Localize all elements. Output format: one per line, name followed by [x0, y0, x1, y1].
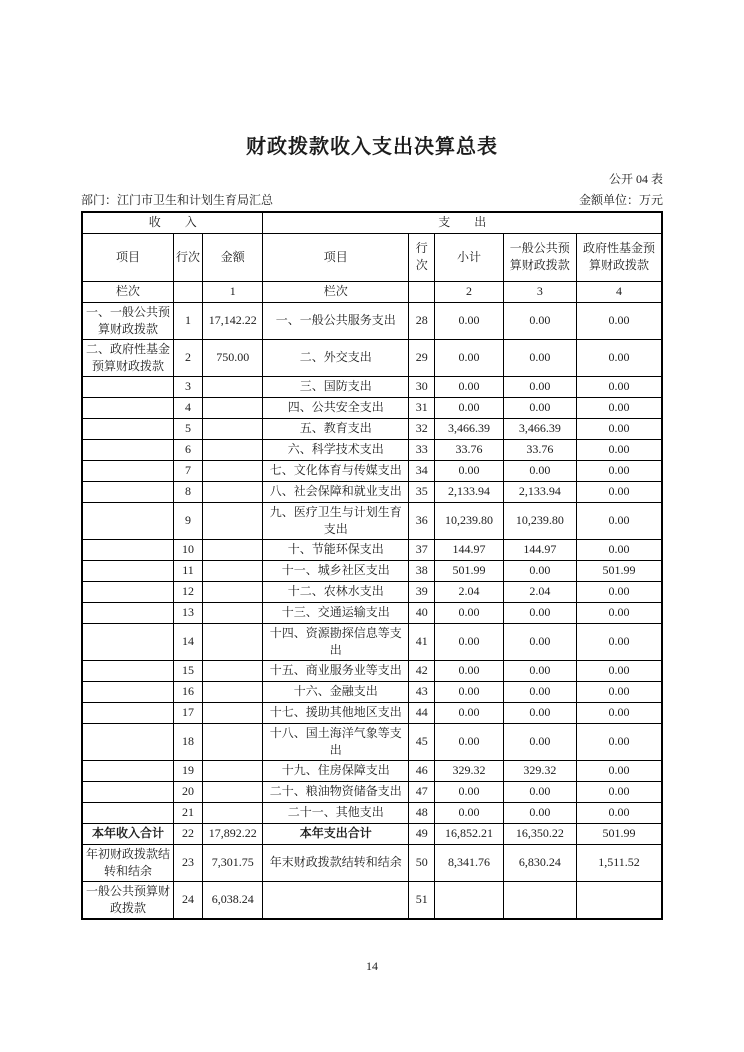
- table-cell: 34: [409, 460, 435, 481]
- table-cell: 0.00: [503, 339, 576, 376]
- table-cell: 31: [409, 397, 435, 418]
- table-cell: [82, 802, 173, 823]
- table-cell: 39: [409, 581, 435, 602]
- table-cell: 0.00: [435, 602, 503, 623]
- table-cell: 2,133.94: [435, 481, 503, 502]
- table-cell: 17,892.22: [203, 823, 263, 844]
- table-cell: 五、教育支出: [263, 418, 409, 439]
- table-cell: 0.00: [577, 376, 663, 397]
- table-cell: 21: [173, 802, 202, 823]
- table-cell: 8,341.76: [435, 844, 503, 881]
- table-cell: 0.00: [503, 802, 576, 823]
- table-cell: 0.00: [503, 397, 576, 418]
- table-cell: 50: [409, 844, 435, 881]
- table-cell: 本年支出合计: [263, 823, 409, 844]
- table-cell: 0.00: [435, 397, 503, 418]
- table-cell: 17,142.22: [203, 302, 263, 339]
- expenditure-group-header: 支 出: [263, 212, 662, 233]
- table-cell: 0.00: [503, 602, 576, 623]
- table-cell: 10: [173, 539, 202, 560]
- table-row: [82, 723, 662, 760]
- table-cell: 二十、粮油物资储备支出: [263, 781, 409, 802]
- table-cell: 33: [409, 439, 435, 460]
- table-cell: 30: [409, 376, 435, 397]
- table-cell: 0.00: [435, 660, 503, 681]
- column-header-general-budget: 一般公共预算财政拨款: [503, 233, 576, 281]
- table-cell: [82, 623, 173, 660]
- table-cell: 0.00: [577, 302, 663, 339]
- table-cell: 18: [173, 723, 202, 760]
- table-cell: [82, 660, 173, 681]
- column-header-income-line-no: 行次: [173, 233, 202, 281]
- table-cell: 0.00: [577, 623, 663, 660]
- table-cell: 0.00: [503, 702, 576, 723]
- table-cell: 37: [409, 539, 435, 560]
- table-row: [82, 539, 662, 560]
- table-cell: 7: [173, 460, 202, 481]
- table-cell: [203, 481, 263, 502]
- table-cell: 0.00: [435, 339, 503, 376]
- table-cell: 一、一般公共预算财政拨款: [82, 302, 173, 339]
- table-cell: 十三、交通运输支出: [263, 602, 409, 623]
- table-cell: 3: [173, 376, 202, 397]
- table-cell: 0.00: [577, 581, 663, 602]
- table-cell: [203, 502, 263, 539]
- table-cell: [82, 539, 173, 560]
- table-row: [82, 660, 662, 681]
- table-cell: 46: [409, 760, 435, 781]
- table-cell: 13: [173, 602, 202, 623]
- table-cell: [82, 481, 173, 502]
- table-cell: [173, 281, 202, 302]
- table-cell: 九、医疗卫生与计划生育支出: [263, 502, 409, 539]
- table-cell: 20: [173, 781, 202, 802]
- unit-label: 金额单位：万元: [578, 193, 663, 207]
- table-cell: 十七、援助其他地区支出: [263, 702, 409, 723]
- table-cell: [82, 781, 173, 802]
- table-cell: 七、文化体育与传媒支出: [263, 460, 409, 481]
- table-cell: [203, 702, 263, 723]
- table-cell: 4: [577, 281, 663, 302]
- column-header-income-item: 项目: [82, 233, 173, 281]
- table-cell: 19: [173, 760, 202, 781]
- table-cell: [203, 418, 263, 439]
- table-cell: 0.00: [577, 539, 663, 560]
- table-cell: 十一、城乡社区支出: [263, 560, 409, 581]
- table-cell: 16,852.21: [435, 823, 503, 844]
- table-cell: 二十一、其他支出: [263, 802, 409, 823]
- table-cell: [82, 602, 173, 623]
- table-cell: [203, 802, 263, 823]
- table-cell: 24: [173, 881, 202, 919]
- column-header-row: [82, 233, 662, 281]
- table-cell: [203, 660, 263, 681]
- table-cell: [82, 702, 173, 723]
- table-cell: 1: [173, 302, 202, 339]
- table-cell: 十八、国土海洋气象等支出: [263, 723, 409, 760]
- table-cell: 0.00: [435, 702, 503, 723]
- table-cell: 六、科学技术支出: [263, 439, 409, 460]
- table-cell: 0.00: [577, 802, 663, 823]
- table-row: [82, 781, 662, 802]
- table-cell: 0.00: [577, 660, 663, 681]
- table-cell: 6,038.24: [203, 881, 263, 919]
- table-cell: 41: [409, 623, 435, 660]
- table-cell: 0.00: [435, 802, 503, 823]
- table-cell: [263, 881, 409, 919]
- table-cell: 年初财政拨款结转和结余: [82, 844, 173, 881]
- table-row: [82, 760, 662, 781]
- table-cell: 十九、住房保障支出: [263, 760, 409, 781]
- table-cell: 十六、金融支出: [263, 681, 409, 702]
- table-cell: 1: [203, 281, 263, 302]
- table-cell: 45: [409, 723, 435, 760]
- table-cell: 0.00: [503, 723, 576, 760]
- table-cell: [203, 760, 263, 781]
- table-row: [82, 481, 662, 502]
- table-row: [82, 281, 662, 302]
- table-cell: 0.00: [435, 781, 503, 802]
- table-cell: [82, 460, 173, 481]
- table-row: [82, 602, 662, 623]
- column-header-expense-item: 项目: [263, 233, 409, 281]
- table-cell: 33.76: [503, 439, 576, 460]
- table-cell: 33.76: [435, 439, 503, 460]
- table-cell: 44: [409, 702, 435, 723]
- table-cell: [82, 397, 173, 418]
- table-cell: 6: [173, 439, 202, 460]
- table-cell: 十、节能环保支出: [263, 539, 409, 560]
- table-cell: [82, 418, 173, 439]
- table-cell: 329.32: [503, 760, 576, 781]
- table-cell: [203, 376, 263, 397]
- table-cell: 16,350.22: [503, 823, 576, 844]
- table-cell: [82, 502, 173, 539]
- table-row: [82, 802, 662, 823]
- table-cell: [82, 560, 173, 581]
- table-cell: [409, 281, 435, 302]
- table-cell: 12: [173, 581, 202, 602]
- table-row: [82, 623, 662, 660]
- table-cell: 0.00: [577, 439, 663, 460]
- table-cell: [203, 581, 263, 602]
- table-cell: 3: [503, 281, 576, 302]
- table-cell: 10,239.80: [503, 502, 576, 539]
- table-cell: [203, 539, 263, 560]
- table-cell: 501.99: [435, 560, 503, 581]
- table-cell: [82, 376, 173, 397]
- table-cell: 0.00: [577, 781, 663, 802]
- table-cell: 0.00: [577, 397, 663, 418]
- table-cell: 十五、商业服务业等支出: [263, 660, 409, 681]
- table-cell: [82, 581, 173, 602]
- table-cell: 0.00: [503, 681, 576, 702]
- table-cell: 14: [173, 623, 202, 660]
- financial-table: [81, 211, 663, 920]
- table-cell: 栏次: [263, 281, 409, 302]
- table-cell: 8: [173, 481, 202, 502]
- table-cell: 0.00: [577, 681, 663, 702]
- table-body: [82, 281, 662, 919]
- table-cell: 0.00: [435, 723, 503, 760]
- table-cell: [82, 723, 173, 760]
- table-cell: 6,830.24: [503, 844, 576, 881]
- page-title: 财政拨款收入支出决算总表: [246, 136, 498, 158]
- table-cell: 0.00: [577, 502, 663, 539]
- table-cell: 9: [173, 502, 202, 539]
- table-cell: 0.00: [435, 681, 503, 702]
- meta-row: [81, 192, 663, 208]
- table-cell: 42: [409, 660, 435, 681]
- table-cell: 0.00: [577, 602, 663, 623]
- table-cell: 三、国防支出: [263, 376, 409, 397]
- page-number: 14: [366, 959, 378, 973]
- income-group-header: 收 入: [82, 212, 263, 233]
- table-cell: [577, 881, 663, 919]
- table-row: [82, 439, 662, 460]
- table-cell: 38: [409, 560, 435, 581]
- table-cell: 0.00: [435, 460, 503, 481]
- table-cell: 二、政府性基金预算财政拨款: [82, 339, 173, 376]
- table-cell: 0.00: [503, 302, 576, 339]
- table-cell: 16: [173, 681, 202, 702]
- table-row: [82, 502, 662, 539]
- table-row: [82, 881, 662, 919]
- table-row: [82, 844, 662, 881]
- table-cell: 栏次: [82, 281, 173, 302]
- table-cell: 2,133.94: [503, 481, 576, 502]
- table-code-label: 公开 04 表: [608, 172, 663, 186]
- table-cell: 0.00: [577, 418, 663, 439]
- table-cell: 10,239.80: [435, 502, 503, 539]
- table-cell: 0.00: [577, 723, 663, 760]
- table-cell: 35: [409, 481, 435, 502]
- table-cell: 2.04: [503, 581, 576, 602]
- table-cell: 0.00: [503, 560, 576, 581]
- table-cell: 11: [173, 560, 202, 581]
- table-cell: 43: [409, 681, 435, 702]
- table-cell: 0.00: [577, 339, 663, 376]
- department-label: 部门：江门市卫生和计划生育局汇总: [81, 193, 274, 207]
- table-cell: 750.00: [203, 339, 263, 376]
- table-cell: 四、公共安全支出: [263, 397, 409, 418]
- table-cell: 0.00: [503, 781, 576, 802]
- table-cell: 5: [173, 418, 202, 439]
- table-row: [82, 681, 662, 702]
- table-row: [82, 302, 662, 339]
- table-cell: 144.97: [503, 539, 576, 560]
- table-row: [82, 823, 662, 844]
- table-cell: 0.00: [577, 702, 663, 723]
- document-content: [81, 0, 663, 920]
- table-cell: 0.00: [503, 660, 576, 681]
- table-cell: 0.00: [435, 376, 503, 397]
- table-row: [82, 418, 662, 439]
- table-cell: 40: [409, 602, 435, 623]
- table-cell: 十四、资源勘探信息等支出: [263, 623, 409, 660]
- table-cell: 7,301.75: [203, 844, 263, 881]
- table-cell: [203, 723, 263, 760]
- table-cell: 4: [173, 397, 202, 418]
- table-cell: 48: [409, 802, 435, 823]
- table-row: [82, 376, 662, 397]
- table-cell: 年末财政拨款结转和结余: [263, 844, 409, 881]
- table-cell: [203, 460, 263, 481]
- table-cell: 1,511.52: [577, 844, 663, 881]
- table-cell: [203, 602, 263, 623]
- table-cell: 2: [173, 339, 202, 376]
- group-header-row: [82, 212, 662, 233]
- table-row: [82, 339, 662, 376]
- table-cell: [203, 439, 263, 460]
- table-cell: [82, 681, 173, 702]
- table-cell: [82, 760, 173, 781]
- table-cell: 49: [409, 823, 435, 844]
- table-cell: 2.04: [435, 581, 503, 602]
- table-cell: [503, 881, 576, 919]
- table-cell: 144.97: [435, 539, 503, 560]
- table-cell: 29: [409, 339, 435, 376]
- table-cell: [203, 397, 263, 418]
- table-cell: 二、外交支出: [263, 339, 409, 376]
- table-cell: 501.99: [577, 823, 663, 844]
- table-cell: 0.00: [577, 460, 663, 481]
- table-cell: 23: [173, 844, 202, 881]
- table-cell: [203, 681, 263, 702]
- table-cell: 17: [173, 702, 202, 723]
- table-cell: 0.00: [503, 623, 576, 660]
- table-cell: 0.00: [577, 481, 663, 502]
- table-cell: 2: [435, 281, 503, 302]
- table-cell: 22: [173, 823, 202, 844]
- table-cell: 一般公共预算财政拨款: [82, 881, 173, 919]
- table-row: [82, 397, 662, 418]
- table-cell: [82, 439, 173, 460]
- table-cell: 一、一般公共服务支出: [263, 302, 409, 339]
- table-row: [82, 581, 662, 602]
- table-cell: 501.99: [577, 560, 663, 581]
- table-cell: 3,466.39: [435, 418, 503, 439]
- table-cell: 本年收入合计: [82, 823, 173, 844]
- table-cell: 0.00: [435, 623, 503, 660]
- table-cell: 八、社会保障和就业支出: [263, 481, 409, 502]
- column-header-expense-line-no: 行次: [409, 233, 435, 281]
- table-cell: [203, 560, 263, 581]
- table-row: [82, 702, 662, 723]
- table-cell: [435, 881, 503, 919]
- column-header-subtotal: 小计: [435, 233, 503, 281]
- column-header-income-amount: 金额: [203, 233, 263, 281]
- table-cell: 3,466.39: [503, 418, 576, 439]
- table-cell: 十二、农林水支出: [263, 581, 409, 602]
- table-cell: 51: [409, 881, 435, 919]
- table-cell: 0.00: [503, 376, 576, 397]
- table-row: [82, 560, 662, 581]
- table-cell: 0.00: [503, 460, 576, 481]
- table-cell: 36: [409, 502, 435, 539]
- table-cell: 32: [409, 418, 435, 439]
- table-cell: 28: [409, 302, 435, 339]
- table-cell: [203, 623, 263, 660]
- table-cell: 15: [173, 660, 202, 681]
- table-cell: 47: [409, 781, 435, 802]
- table-cell: 329.32: [435, 760, 503, 781]
- table-row: [82, 460, 662, 481]
- table-cell: 0.00: [435, 302, 503, 339]
- table-cell: [203, 781, 263, 802]
- table-cell: 0.00: [577, 760, 663, 781]
- column-header-gov-fund-budget: 政府性基金预算财政拨款: [577, 233, 663, 281]
